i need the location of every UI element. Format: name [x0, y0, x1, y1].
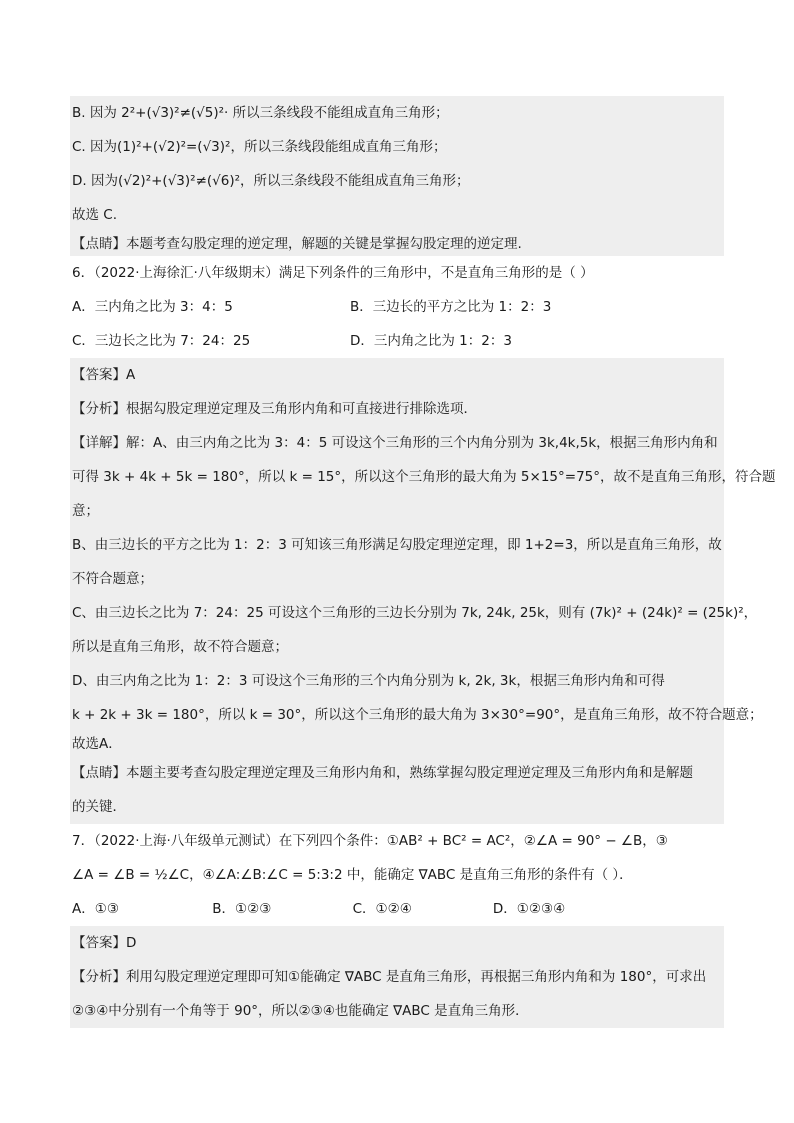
q6-comment-line-2: 的关键． — [70, 790, 724, 824]
q6-answer: 【答案】A — [70, 358, 724, 392]
q6-detail-c-line-2: 所以是直角三角形，故不符合题意； — [70, 630, 724, 664]
solution-option-b: B. 因为 2²+(√3)²≠(√5)²· 所以三条线段不能组成直角三角形； — [70, 96, 724, 130]
q7-option-a: A．①③ — [72, 901, 119, 917]
q6-option-c: C．三边长之比为 7：24：25 — [72, 333, 251, 349]
q6-detail-line-3: 意； — [70, 494, 724, 528]
q6-option-d: D．三内角之比为 1：2：3 — [350, 333, 512, 349]
solution-option-d: D. 因为(√2)²+(√3)²≠(√6)²，所以三条线段不能组成直角三角形； — [70, 164, 724, 198]
question-6-stem: 6．（2022·上海徐汇·八年级期末）满足下列条件的三角形中，不是直角三角形的是（ ） — [72, 265, 594, 281]
q6-analysis: 【分析】根据勾股定理逆定理及三角形内角和可直接进行排除选项． — [70, 392, 724, 426]
document-page — [70, 96, 776, 1028]
q7-analysis-line-1: 【分析】利用勾股定理逆定理即可知①能确定 ∇ABC 是直角三角形，再根据三角形内角和为 180°，可求出 — [70, 960, 724, 994]
q6-detail-line-1: 【详解】解：A、由三内角之比为 3：4：5 可设这个三角形的三个内角分别为 3k,4k,5k，根据三角形内角和 — [70, 426, 724, 460]
q6-detail-line-2: 可得 3k + 4k + 5k = 180°，所以 k = 15°，所以这个三角形的最大角为 5×15°=75°，故不是直角三角形，符合题 — [70, 460, 724, 494]
solution-option-c: C. 因为(1)²+(√2)²=(√3)²，所以三条线段能组成直角三角形； — [70, 130, 724, 164]
q7-answer: 【答案】D — [70, 926, 724, 960]
q6-detail-b-line-2: 不符合题意； — [70, 562, 724, 596]
question-7-options — [70, 892, 724, 926]
q6-detail-b-line-1: B、由三边长的平方之比为 1：2：3 可知该三角形满足勾股定理逆定理，即 1+2=3，所以是直角三角形，故 — [70, 528, 724, 562]
q7-option-d: D．①②③④ — [492, 901, 566, 917]
q6-option-a: A．三内角之比为 3：4：5 — [72, 299, 233, 315]
q6-detail-d-line-2: k + 2k + 3k = 180°，所以 k = 30°，所以这个三角形的最大角为 3×30°=90°，是直角三角形，故不符合题意； — [70, 698, 724, 732]
q6-detail-d-line-1: D、由三内角之比为 1：2：3 可设这个三角形的三个内角分别为 k, 2k, 3k，根据三角形内角和可得 — [70, 664, 724, 698]
comment-q5: 【点睛】本题考查勾股定理的逆定理，解题的关键是掌握勾股定理的逆定理. — [70, 232, 724, 256]
question-7-stem-line-2: ∠A = ∠B = ½∠C，④∠A:∠B:∠C = 5:3:2 中，能确定 ∇ABC 是直角三角形的条件有（ ）． — [72, 867, 633, 883]
choose-answer: 故选 C. — [70, 198, 724, 232]
q6-option-b: B．三边长的平方之比为 1：2：3 — [350, 299, 552, 315]
question-6-options-row-2 — [70, 324, 724, 358]
q7-option-b: B．①②③ — [212, 901, 272, 917]
q6-choose: 故选A． — [70, 732, 724, 756]
question-7-stem-line-1: 7．（2022·上海·八年级单元测试）在下列四个条件：①AB² + BC² = AC²，②∠A = 90° − ∠B，③ — [72, 833, 668, 849]
q7-option-c: C．①②④ — [352, 901, 412, 917]
question-6-options-row-1 — [70, 290, 724, 324]
q6-comment-line-1: 【点睛】本题主要考查勾股定理逆定理及三角形内角和，熟练掌握勾股定理逆定理及三角形内角和是解题 — [70, 756, 724, 790]
q6-detail-c-line-1: C、由三边长之比为 7：24：25 可设这个三角形的三边长分别为 7k, 24k, 25k，则有 (7k)² + (24k)² = (25k)²， — [70, 596, 724, 630]
q7-analysis-line-2: ②③④中分别有一个角等于 90°，所以②③④也能确定 ∇ABC 是直角三角形． — [70, 994, 724, 1028]
